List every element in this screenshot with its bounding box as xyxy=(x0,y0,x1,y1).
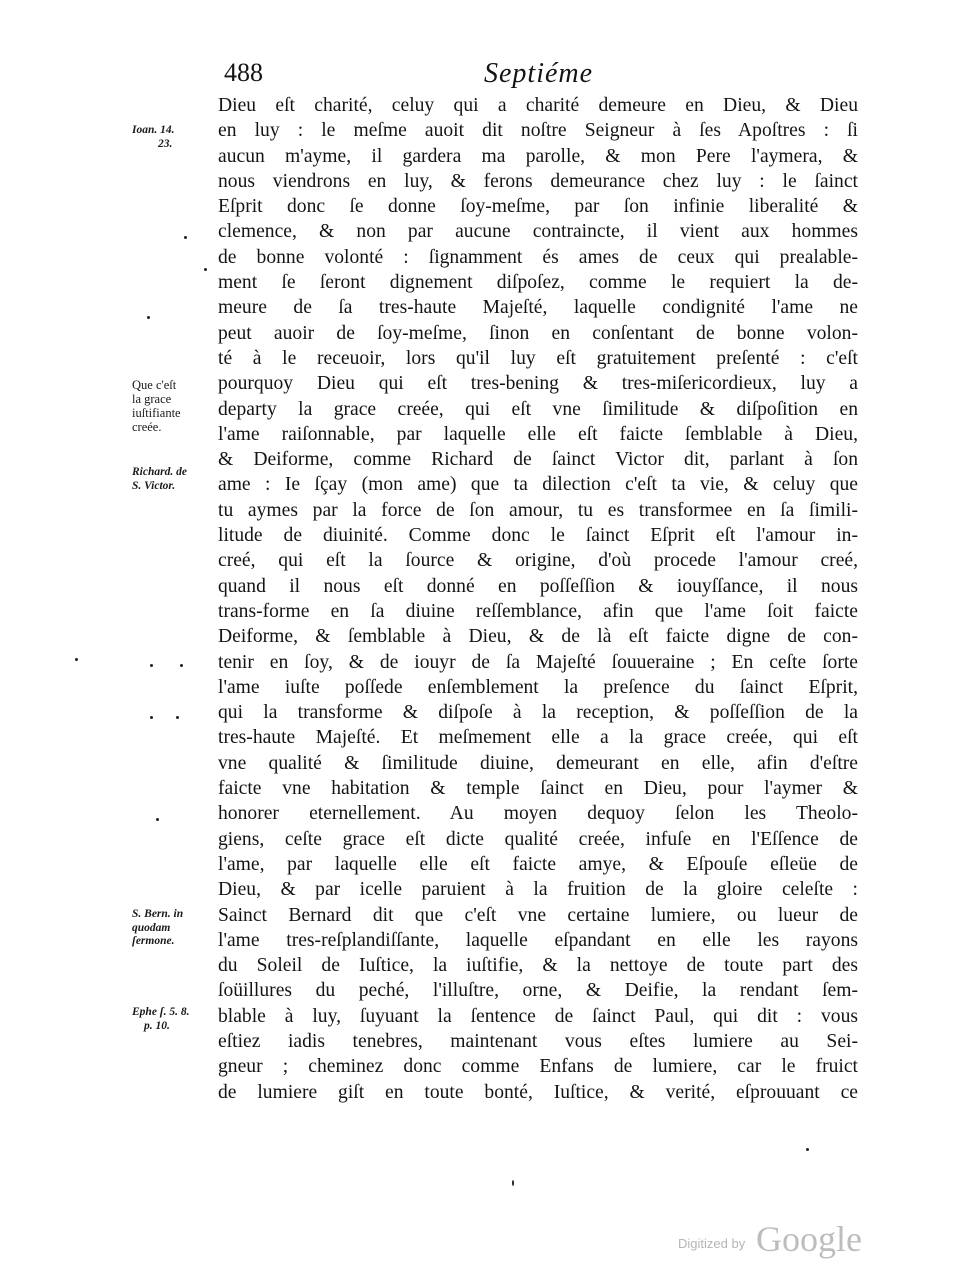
ink-speck xyxy=(806,1148,809,1151)
margin-note-line: Richard. de xyxy=(132,466,187,478)
ink-speck xyxy=(176,716,179,719)
running-title: Septiéme xyxy=(484,58,594,89)
margin-note-line: la grace xyxy=(132,392,172,406)
margin-note-grace xyxy=(132,378,212,434)
digitized-by-label: Digitized by xyxy=(678,1236,746,1251)
margin-note-line: Ephe ſ. 5. 8. xyxy=(132,1006,190,1018)
body-line: pourquoy Dieu qui eſt tres-bening & tres-miſericordieux, luy a xyxy=(218,373,858,395)
body-line: Deiforme, & ſemblable à Dieu, & de là eſt faicte digne de con- xyxy=(218,626,858,648)
body-line: blable à luy, ſuyuant la ſentence de ſainct Paul, qui dit : vous xyxy=(218,1005,858,1027)
body-line: giens, ceſte grace eſt dicte qualité creée, infuſe en l'Eſſence de xyxy=(218,828,858,850)
margin-note-line: Que c'eſt xyxy=(132,378,177,392)
body-line: l'ame, par laquelle elle eſt faicte amye, & Eſpouſe eſleüe de xyxy=(218,853,858,875)
body-line: Eſprit donc ſe donne ſoy-meſme, par ſon infinie liberalité & xyxy=(218,196,858,218)
body-line: l'ame tres-reſplandiſſante, laquelle eſpandant en elle les rayons xyxy=(218,929,858,951)
body-line: ment ſe ſeront dignement diſpoſez, comme le requiert la de- xyxy=(218,272,858,294)
margin-note-line: 23. xyxy=(158,137,173,150)
margin-note-line: quodam xyxy=(132,921,171,934)
margin-note-ephes xyxy=(132,1006,212,1033)
margin-note-line: iuſtifiante xyxy=(132,406,181,420)
body-line: tenir en ſoy, & de iouyr de ſa Majeſté ſouueraine ; En ceſte ſorte xyxy=(218,651,858,673)
body-line: de bonne volonté : ſignamment és ames de ceux qui prealable- xyxy=(218,246,858,268)
body-line: litude de diuinité. Comme donc le ſainct Eſprit eſt l'amour in- xyxy=(218,525,858,547)
margin-note-ioan xyxy=(132,124,212,151)
body-line: trans-forme en ſa diuine reſſemblance, afin que l'ame ſoit faicte xyxy=(218,600,858,622)
body-line: & Deiforme, comme Richard de ſainct Victor dit, parlant à ſon xyxy=(218,449,858,471)
body-line: peut auoir de ſoy-meſme, ſinon en conſentant de bonne volon- xyxy=(218,322,858,344)
body-line: l'ame iuſte poſſede enſemblement la preſence du ſainct Eſprit, xyxy=(218,676,858,698)
margin-note-line: S. Bern. in xyxy=(132,908,184,920)
ink-speck xyxy=(75,658,78,661)
body-line: té à le receuoir, lors qu'il luy eſt gratuitement preſenté : c'eſt xyxy=(218,347,858,369)
body-line: tres-haute Majeſté. Et meſmement elle a la grace creée, qui eſt xyxy=(218,727,858,749)
body-line: clemence, & non par aucune contraincte, il vient aux hommes xyxy=(218,221,858,243)
margin-note-line: creée. xyxy=(132,420,162,434)
ink-speck xyxy=(204,268,207,271)
margin-note-line: p. 10. xyxy=(144,1019,170,1032)
body-line: nous viendrons en luy, & ferons demeurance chez luy : le ſainct xyxy=(218,170,858,192)
body-line: ame : Ie ſçay (mon ame) que ta dilection c'eſt ta vie, & celuy que xyxy=(218,474,858,496)
body-line: eſtiez iadis tenebres, maintenant vous eſtes lumiere au Sei- xyxy=(218,1030,858,1052)
body-line: l'ame raiſonnable, par laquelle elle eſt faicte ſemblable à Dieu, xyxy=(218,423,858,445)
body-line: Dieu eſt charité, celuy qui a charité demeure en Dieu, & Dieu xyxy=(218,95,858,116)
body-line: meure de ſa tres-haute Majeſté, laquelle condignité l'ame ne xyxy=(218,297,858,319)
body-line: faicte vne habitation & temple ſainct en Dieu, pour l'aymer & xyxy=(218,778,858,800)
body-line: ſoüillures du peché, l'illuſtre, orne, & Deifie, la rendant ſem- xyxy=(218,980,858,1002)
margin-note-line: ſermone. xyxy=(132,935,175,947)
ink-speck xyxy=(150,664,153,667)
body-line: honorer eternellement. Au moyen dequoy ſelon les Theolo- xyxy=(218,803,858,825)
body-line: du Soleil de Iuſtice, la iuſtifie, & la nettoye de toute part des xyxy=(218,955,858,977)
body-line: tu aymes par la force de ſon amour, tu es transformee en ſa ſimili- xyxy=(218,499,858,521)
body-line: aucun m'ayme, il gardera ma parolle, & mon Pere l'aymera, & xyxy=(218,145,858,167)
ink-speck xyxy=(184,236,187,239)
body-line: qui la transforme & diſpoſe à la reception, & poſſeſſion de la xyxy=(218,702,858,724)
ink-speck xyxy=(180,664,183,667)
body-line: en luy : le meſme auoit dit noſtre Seigneur à ſes Apoſtres : ſi xyxy=(218,120,858,142)
body-line: de lumiere giſt en toute bonté, Iuſtice, & verité, eſprouuant ce xyxy=(218,1081,858,1103)
margin-note-richard xyxy=(132,466,212,493)
ink-speck xyxy=(512,1180,514,1186)
ink-speck xyxy=(156,818,159,821)
page-number: 488 xyxy=(224,58,263,87)
margin-note-bernard xyxy=(132,908,212,949)
body-line: vne qualité & ſimilitude diuine, demeurant en elle, afin d'eſtre xyxy=(218,752,858,774)
margin-note-line: Ioan. 14. xyxy=(132,124,175,136)
body-line: creé, qui eſt la ſource & origine, d'où procede l'amour creé, xyxy=(218,550,858,572)
body-line: quand il nous eſt donné en poſſeſſion & iouyſſance, il nous xyxy=(218,575,858,597)
margin-note-line: S. Victor. xyxy=(132,479,176,492)
body-line: departy la grace creée, qui eſt vne ſimilitude & diſpoſition en xyxy=(218,398,858,420)
google-watermark xyxy=(678,1218,878,1262)
body-text xyxy=(218,93,858,1105)
body-line: Sainct Bernard dit que c'eſt vne certaine lumiere, ou lueur de xyxy=(218,904,858,926)
body-line: Dieu, & par icelle paruient à la fruition de la gloire celeſte : xyxy=(218,879,858,901)
ink-speck xyxy=(150,716,153,719)
page-header xyxy=(0,58,967,94)
google-logo: Google xyxy=(756,1219,862,1259)
ink-speck xyxy=(147,316,150,319)
body-line: gneur ; cheminez donc comme Enfans de lumiere, car le fruict xyxy=(218,1056,858,1078)
